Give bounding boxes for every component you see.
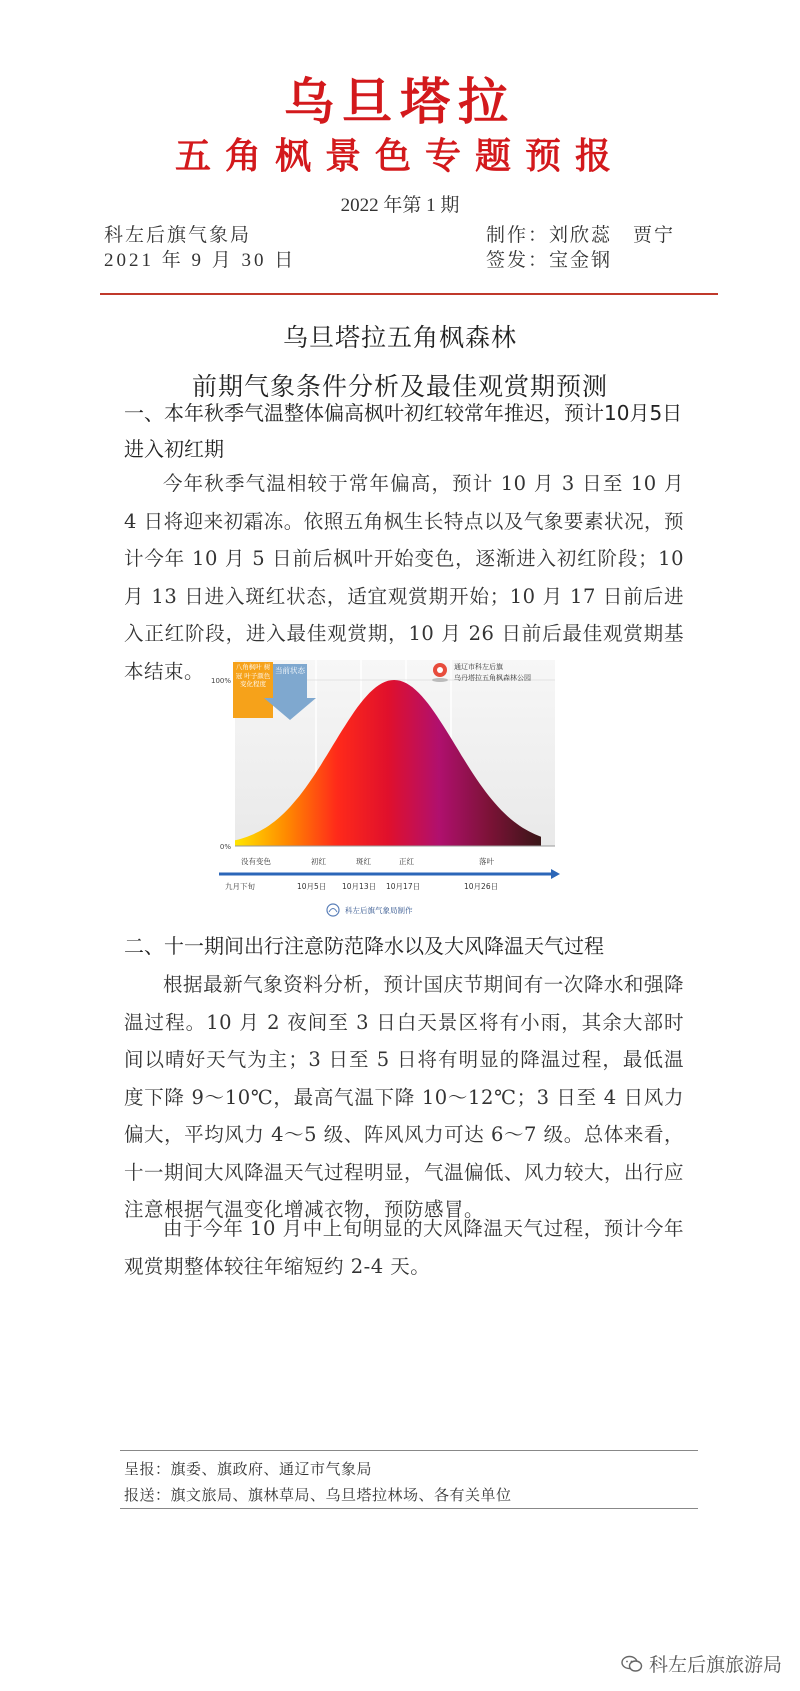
stage-label: 初红	[311, 857, 326, 866]
location-pin-icon	[432, 663, 448, 682]
chart-credit: 科左后旗气象局制作	[345, 906, 413, 915]
ytick-100: 100%	[211, 677, 231, 685]
issuer: 宝金钢	[549, 249, 613, 271]
issuer-label: 签发：	[486, 249, 550, 271]
legend-text: 八角枫叶 树冠 叶子颜色 变化程度	[235, 663, 271, 689]
stage-label: 没有变色	[241, 857, 271, 866]
org-line1: 通辽市科左后旗	[454, 663, 503, 671]
section1-body: 今年秋季气温相较于常年偏高，预计 10 月 3 日至 10 月 4 日将迎来初霜冻。依照五角枫生长特点以及气象要素状况，预计今年 10 月 5 日前后枫叶开始变色，逐渐进入初红阶段；10 月 13 日进入斑红状态，适宜观赏期开始；10 月 17 日前后进入正红阶段，进入最佳观赏期，10 月 26 日前后最佳观赏期基本结束。	[124, 472, 684, 683]
section1-heading: 一、本年秋季气温整体偏高枫叶初红较常年推迟，预计10月5日进入初红期	[124, 401, 683, 461]
header-divider	[100, 293, 718, 295]
ytick-0: 0%	[219, 843, 231, 851]
report-to: 呈报：旗委、旗政府、通辽市气象局	[124, 1460, 373, 1478]
wechat-icon	[621, 1655, 643, 1673]
doc-title-line1: 乌旦塔拉	[284, 72, 516, 131]
issuing-org: 科左后旗气象局	[104, 224, 252, 246]
authors: 刘欣蕊 贾宁	[549, 224, 676, 246]
footer-divider-top	[120, 1450, 698, 1451]
main-title-line2: 前期气象条件分析及最佳观赏期预测	[191, 372, 608, 401]
stage-label: 落叶	[479, 857, 494, 866]
date-label: 10月17日	[386, 882, 421, 891]
section2-body1: 根据最新气象资料分析，预计国庆节期间有一次降水和强降温过程。10 月 2 夜间至 3 日白天景区将有小雨，其余大部时间以晴好天气为主；3 日至 5 日将有明显的降温过程，最低温度下降 9～10℃，最高气温下降 10～12℃；3 日至 4 日风力偏大，平均风力 4～5 级、阵风风力可达 6～7 级。总体来看，十一期间大风降温天气过程明显，气温偏低、风力较大，出行应注意根据气温变化增减衣物，预防感冒。	[124, 973, 685, 1221]
authors-label: 制作：	[486, 224, 550, 246]
date-label: 九月下旬	[225, 882, 255, 891]
issue-date: 2021 年 9 月 30 日	[104, 250, 297, 271]
watermark	[621, 1650, 782, 1677]
main-title-line1: 乌旦塔拉五角枫森林	[282, 323, 517, 352]
date-label: 10月26日	[464, 882, 499, 891]
date-label: 10月13日	[342, 882, 377, 891]
watermark-text: 科左后旗旅游局	[648, 1654, 782, 1676]
date-label: 10月5日	[297, 882, 327, 891]
issuer-line	[486, 245, 612, 272]
leaf-color-chart	[211, 656, 561, 924]
org-line2: 乌丹塔拉五角枫森林公园	[454, 674, 531, 682]
stage-label: 正红	[399, 857, 414, 866]
send-to: 报送：旗文旅局、旗林草局、乌旦塔拉林场、各有关单位	[124, 1486, 512, 1504]
stage-label: 斑红	[356, 857, 371, 866]
authors-line	[486, 220, 675, 247]
footer-divider-bottom	[120, 1508, 698, 1509]
section2-heading: 二、十一期间出行注意防范降水以及大风降温天气过程	[124, 934, 604, 958]
issue-number: 2022 年第 1 期	[340, 195, 460, 216]
section2-body2: 由于今年 10 月中上旬明显的大风降温天气过程，预计今年观赏期整体较往年缩短约 2-4 天。	[124, 1217, 684, 1278]
doc-title-line2: 五角枫景色专题预报	[174, 135, 625, 177]
current-state-label: 当前状态	[275, 666, 305, 675]
